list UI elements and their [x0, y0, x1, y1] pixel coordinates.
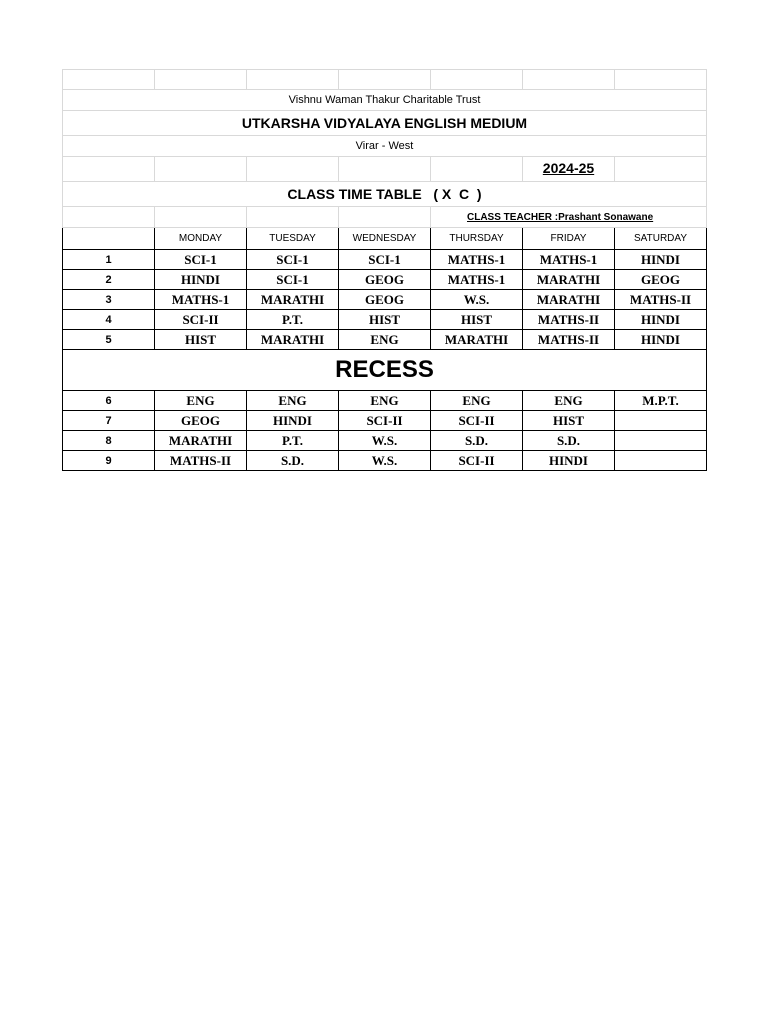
cell	[339, 70, 431, 90]
subject-cell: MARATHI	[523, 270, 615, 290]
subject-cell: W.S.	[431, 290, 523, 310]
period-number: 4	[63, 310, 155, 330]
subject-cell: HINDI	[155, 270, 247, 290]
cell	[155, 207, 247, 228]
period-number: 5	[63, 330, 155, 350]
cell	[431, 157, 523, 182]
cell	[247, 70, 339, 90]
subject-cell: ENG	[523, 391, 615, 411]
subject-cell: HIST	[523, 411, 615, 431]
corner-cell	[63, 228, 155, 250]
subject-cell: SCI-1	[247, 270, 339, 290]
subject-cell: MATHS-1	[431, 270, 523, 290]
day-header: FRIDAY	[523, 228, 615, 250]
cell	[63, 70, 155, 90]
day-header: TUESDAY	[247, 228, 339, 250]
subject-cell: MARATHI	[247, 330, 339, 350]
subject-cell: HINDI	[615, 250, 707, 270]
subject-cell: MARATHI	[523, 290, 615, 310]
day-header-row	[63, 228, 707, 250]
subject-cell	[615, 451, 707, 471]
day-header: THURSDAY	[431, 228, 523, 250]
subject-cell: HINDI	[523, 451, 615, 471]
cell	[615, 70, 707, 90]
subject-cell: ENG	[339, 330, 431, 350]
subject-cell: MATHS-1	[431, 250, 523, 270]
subject-cell: SCI-1	[247, 250, 339, 270]
subject-cell	[615, 431, 707, 451]
period-number: 2	[63, 270, 155, 290]
subject-cell: SCI-II	[431, 411, 523, 431]
period-row	[63, 250, 707, 270]
subject-cell: MATHS-II	[523, 330, 615, 350]
subject-cell: W.S.	[339, 451, 431, 471]
cell	[339, 207, 431, 228]
subject-cell: P.T.	[247, 310, 339, 330]
academic-year: 2024-25	[542, 160, 595, 176]
cell	[63, 157, 155, 182]
subject-cell: S.D.	[431, 431, 523, 451]
subject-cell: HIST	[431, 310, 523, 330]
subject-cell: SCI-II	[431, 451, 523, 471]
period-row	[63, 431, 707, 451]
subject-cell: GEOG	[155, 411, 247, 431]
timetable	[62, 69, 707, 471]
subject-cell: SCI-1	[339, 250, 431, 270]
period-number: 3	[63, 290, 155, 310]
subject-cell: MATHS-II	[155, 451, 247, 471]
subject-cell: HIST	[155, 330, 247, 350]
cell	[339, 157, 431, 182]
cell	[155, 157, 247, 182]
empty-row	[63, 70, 707, 90]
subject-cell: HIST	[339, 310, 431, 330]
cell	[155, 70, 247, 90]
subject-cell: M.P.T.	[615, 391, 707, 411]
school-name: UTKARSHA VIDYALAYA ENGLISH MEDIUM	[63, 111, 707, 136]
subject-cell: SCI-1	[155, 250, 247, 270]
period-number: 9	[63, 451, 155, 471]
cell	[247, 157, 339, 182]
cell	[523, 70, 615, 90]
subject-cell: MARATHI	[431, 330, 523, 350]
subject-cell: GEOG	[339, 270, 431, 290]
subject-cell: P.T.	[247, 431, 339, 451]
subject-cell: MATHS-1	[155, 290, 247, 310]
class-teacher: CLASS TEACHER :Prashant Sonawane	[431, 207, 707, 228]
subject-cell: MARATHI	[247, 290, 339, 310]
period-row	[63, 290, 707, 310]
subject-cell: ENG	[155, 391, 247, 411]
subject-cell: MATHS-1	[523, 250, 615, 270]
day-header: MONDAY	[155, 228, 247, 250]
subject-cell: HINDI	[615, 310, 707, 330]
period-row	[63, 330, 707, 350]
day-header: SATURDAY	[615, 228, 707, 250]
subject-cell: SCI-II	[155, 310, 247, 330]
subject-cell: ENG	[247, 391, 339, 411]
subject-cell: S.D.	[523, 431, 615, 451]
subject-cell: HINDI	[615, 330, 707, 350]
cell	[63, 207, 155, 228]
period-number: 8	[63, 431, 155, 451]
subject-cell	[615, 411, 707, 431]
subject-cell: ENG	[339, 391, 431, 411]
day-header: WEDNESDAY	[339, 228, 431, 250]
school-location: Virar - West	[63, 136, 707, 157]
subject-cell: GEOG	[339, 290, 431, 310]
subject-cell: ENG	[431, 391, 523, 411]
subject-cell: S.D.	[247, 451, 339, 471]
period-row	[63, 391, 707, 411]
timetable-sheet	[62, 69, 706, 471]
recess-banner: RECESS	[63, 350, 707, 391]
subject-cell: SCI-II	[339, 411, 431, 431]
period-number: 7	[63, 411, 155, 431]
period-row	[63, 451, 707, 471]
period-row	[63, 411, 707, 431]
period-row	[63, 270, 707, 290]
cell	[431, 70, 523, 90]
subject-cell: GEOG	[615, 270, 707, 290]
period-number: 6	[63, 391, 155, 411]
period-number: 1	[63, 250, 155, 270]
timetable-title: CLASS TIME TABLE ( X C )	[63, 182, 707, 207]
period-row	[63, 310, 707, 330]
subject-cell: HINDI	[247, 411, 339, 431]
trust-name: Vishnu Waman Thakur Charitable Trust	[63, 90, 707, 111]
cell	[247, 207, 339, 228]
subject-cell: MATHS-II	[523, 310, 615, 330]
subject-cell: MATHS-II	[615, 290, 707, 310]
cell	[615, 157, 707, 182]
subject-cell: MARATHI	[155, 431, 247, 451]
subject-cell: W.S.	[339, 431, 431, 451]
